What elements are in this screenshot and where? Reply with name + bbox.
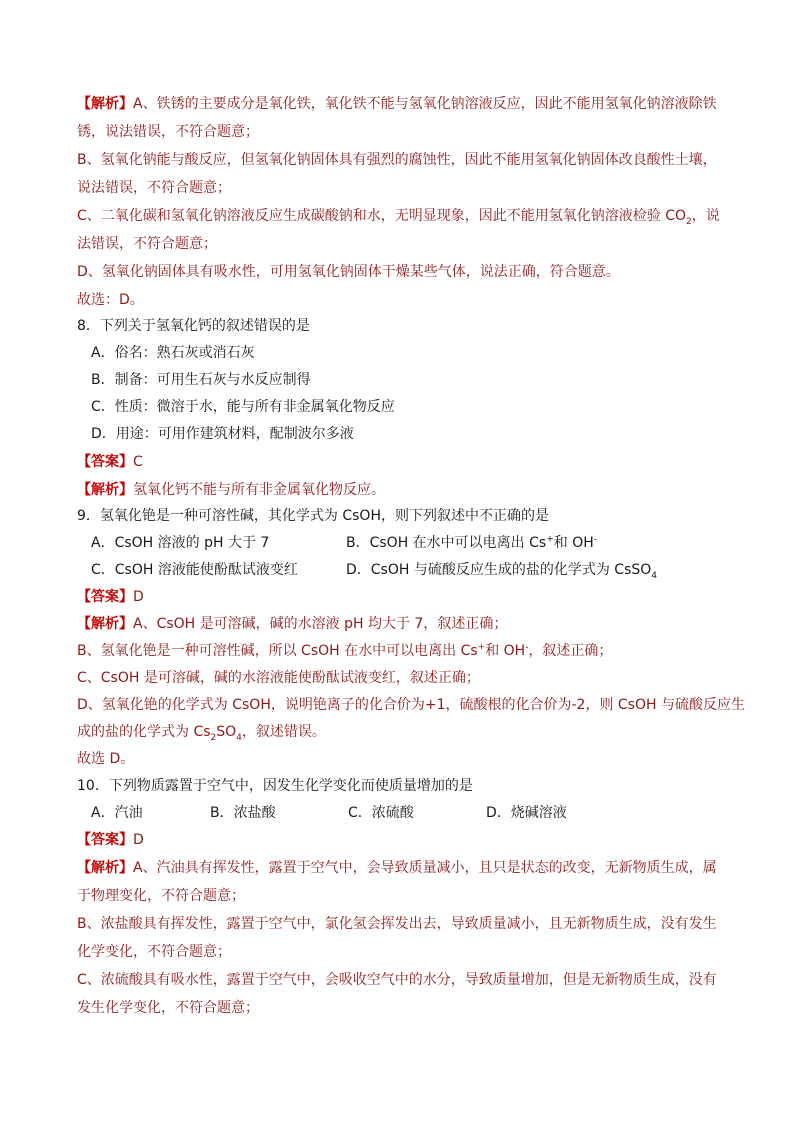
- analysis-line: 说法错误，不符合题意；: [77, 180, 231, 196]
- q8-option-c: C．性质：微溶于水，能与所有非金属氧化物反应: [91, 399, 395, 415]
- q9-analysis-line: 成的盐的化学式为 $Cs_2SO_4$，叙述错误。: [77, 724, 326, 743]
- q10-option-a: A．汽油: [91, 805, 143, 821]
- analysis-line: D、氢氧化钠固体具有吸水性，可用氢氧化钠固体干燥某些气体，说法正确，符合题意。: [77, 264, 620, 280]
- q10-option-c: C．浓硫酸: [348, 805, 414, 821]
- question-10-stem: 10．下列物质露置于空气中，因发生化学变化而使质量增加的是: [77, 778, 473, 794]
- q10-option-b: B．浓盐酸: [210, 805, 276, 821]
- q10-answer: 【答案】D: [77, 832, 144, 848]
- q9-option-a: A．CsOH 溶液的 pH 大于 7: [91, 535, 270, 551]
- analysis-conclusion: 故选：D。: [77, 292, 144, 308]
- question-8-stem: 8．下列关于氢氧化钙的叙述错误的是: [77, 318, 310, 334]
- q10-analysis-line: 于物理变化，不符合题意；: [77, 888, 245, 904]
- q9-answer: 【答案】D: [77, 589, 144, 605]
- analysis-tag: 【解析】: [77, 96, 133, 112]
- q9-option-b: B．CsOH 在水中可以电离出 Cs+和 OH-: [346, 534, 597, 551]
- analysis-line: 【解析】A、铁锈的主要成分是氧化铁，氧化铁不能与氢氧化钠溶液反应，因此不能用氢氧化钠溶液除铁: [77, 96, 717, 112]
- analysis-line: B、氢氧化钠能与酸反应，但氢氧化钠固体具有强烈的腐蚀性，因此不能用氢氧化钠固体改良酸性土壤，: [77, 152, 717, 168]
- q10-option-d: D．烧碱溶液: [486, 805, 567, 821]
- q10-analysis-line: 化学变化，不符合题意；: [77, 944, 231, 960]
- q8-option-d: D．用途：可用作建筑材料，配制波尔多液: [91, 426, 354, 442]
- q9-option-d: D．CsOH 与硫酸反应生成的盐的化学式为 CsSO$_4$: [346, 562, 658, 581]
- q9-analysis-conclusion: 故选 D。: [77, 751, 135, 767]
- question-9-stem: 9．氢氧化铯是一种可溶性碱，其化学式为 CsOH，则下列叙述中不正确的是: [77, 508, 549, 524]
- q9-analysis-line: C、CsOH 是可溶碱，碱的水溶液能使酚酞试液变红，叙述正确；: [77, 670, 480, 686]
- analysis-line: C、二氧化碳和氢氧化钠溶液反应生成碳酸钠和水，无明显现象，因此不能用氢氧化钠溶液检验 $CO_2$，说: [77, 208, 720, 227]
- q8-analysis: 【解析】氢氧化钙不能与所有非金属氧化物反应。: [77, 482, 385, 498]
- q9-analysis-line: 【解析】A、CsOH 是可溶碱，碱的水溶液 pH 均大于 7，叙述正确；: [77, 616, 508, 632]
- q10-analysis-line: C、浓硫酸具有吸水性，露置于空气中，会吸收空气中的水分，导致质量增加，但是无新物质生成，没有: [77, 972, 717, 988]
- analysis-line: 法错误，不符合题意；: [77, 236, 217, 252]
- q9-analysis-line: D、氢氧化铯的化学式为 CsOH，说明铯离子的化合价为+1，硫酸根的化合价为-2，则 CsOH 与硫酸反应生: [77, 697, 745, 713]
- q8-answer: 【答案】C: [77, 454, 143, 470]
- q9-analysis-line: B、氢氧化铯是一种可溶性碱，所以 CsOH 在水中可以电离出 Cs+和 OH-，叙述正确；: [77, 642, 613, 659]
- q10-analysis-line: 【解析】A、汽油具有挥发性，露置于空气中，会导致质量减小，且只是状态的改变，无新物质生成，属: [77, 860, 717, 876]
- q10-analysis-line: B、浓盐酸具有挥发性，露置于空气中，氯化氢会挥发出去，导致质量减小，且无新物质生成，没有发生: [77, 916, 717, 932]
- q9-option-c: C．CsOH 溶液能使酚酞试液变红: [91, 562, 298, 578]
- analysis-line: 锈，说法错误，不符合题意；: [77, 124, 259, 140]
- q8-option-b: B．制备：可用生石灰与水反应制得: [91, 372, 311, 388]
- q8-option-a: A．俗名：熟石灰或消石灰: [91, 345, 255, 361]
- q10-analysis-line: 发生化学变化，不符合题意；: [77, 1000, 259, 1016]
